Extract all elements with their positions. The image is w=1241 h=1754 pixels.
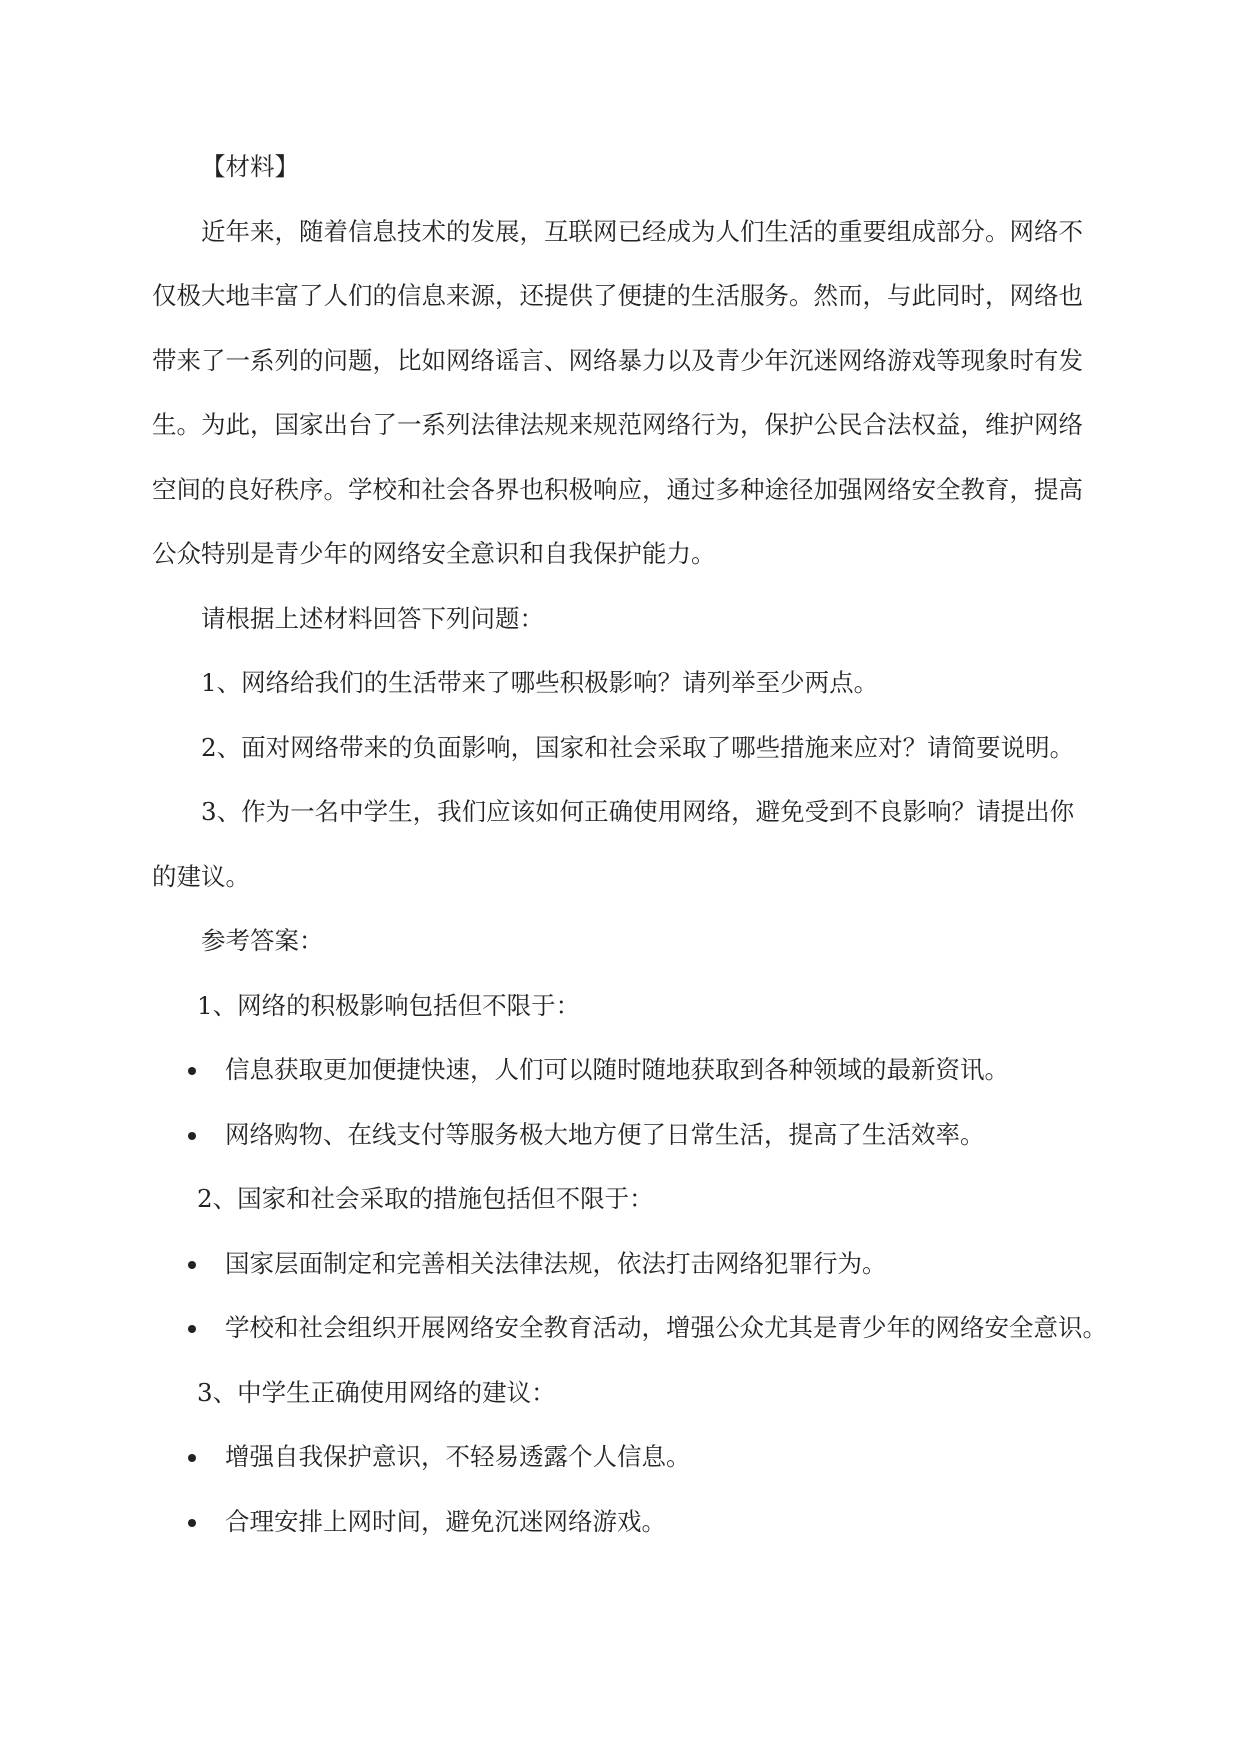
question-3-line-1: 3、作为一名中学生，我们应该如何正确使用网络，避免受到不良影响？请提出你 bbox=[201, 797, 1075, 826]
list-item-text: 合理安排上网时间，避免沉迷网络游戏。 bbox=[225, 1506, 666, 1536]
section-label: 【材料】 bbox=[201, 152, 299, 181]
bullet-icon bbox=[188, 1067, 196, 1075]
answer-1-heading: 1、网络的积极影响包括但不限于： bbox=[197, 990, 581, 1020]
list-item-text: 国家层面制定和完善相关法律法规，依法打击网络犯罪行为。 bbox=[225, 1248, 887, 1278]
material-paragraph bbox=[152, 208, 1090, 579]
bullet-icon bbox=[188, 1454, 196, 1462]
material-line: 生。为此，国家出台了一系列法律法规来规范网络行为，保护公民合法权益，维护网络 bbox=[152, 410, 1083, 439]
answer-2-heading: 2、国家和社会采取的措施包括但不限于： bbox=[197, 1184, 654, 1213]
answer-3-heading: 3、中学生正确使用网络的建议： bbox=[197, 1377, 556, 1407]
question-2: 2、面对网络带来的负面影响，国家和社会采取了哪些措施来应对？请简要说明。 bbox=[201, 732, 1075, 762]
list-item bbox=[152, 1433, 1090, 1482]
list-item-text: 信息获取更加便捷快速，人们可以随时随地获取到各种领域的最新资讯。 bbox=[225, 1055, 1009, 1084]
question-1: 1、网络给我们的生活带来了哪些积极影响？请列举至少两点。 bbox=[201, 668, 879, 697]
material-line: 公众特别是青少年的网络安全意识和自我保护能力。 bbox=[152, 539, 716, 568]
bullet-icon bbox=[188, 1261, 196, 1269]
bullet-icon bbox=[188, 1325, 196, 1333]
list-item bbox=[152, 1111, 1090, 1160]
question-3-line-2: 的建议。 bbox=[152, 861, 250, 891]
list-item bbox=[152, 1304, 1107, 1353]
list-item-text: 网络购物、在线支付等服务极大地方便了日常生活，提高了生活效率。 bbox=[225, 1119, 985, 1149]
document-body bbox=[152, 143, 1107, 1546]
question-intro: 请根据上述材料回答下列问题： bbox=[201, 603, 544, 633]
list-item bbox=[152, 1498, 1090, 1547]
material-line: 近年来，随着信息技术的发展，互联网已经成为人们生活的重要组成部分。网络不 bbox=[201, 216, 1083, 246]
material-line: 空间的良好秩序。学校和社会各界也积极响应，通过多种途径加强网络安全教育，提高 bbox=[152, 474, 1083, 504]
answer-label: 参考答案： bbox=[201, 926, 324, 955]
bullet-icon bbox=[188, 1132, 196, 1140]
material-line: 仅极大地丰富了人们的信息来源，还提供了便捷的生活服务。然而，与此同时，网络也 bbox=[152, 281, 1083, 310]
list-item bbox=[152, 1240, 1090, 1289]
list-item bbox=[152, 1046, 1090, 1095]
list-item-text: 增强自我保护意识，不轻易透露个人信息。 bbox=[225, 1442, 691, 1471]
list-item-text: 学校和社会组织开展网络安全教育活动，增强公众尤其是青少年的网络安全意识。 bbox=[225, 1313, 1107, 1342]
material-line: 带来了一系列的问题，比如网络谣言、网络暴力以及青少年沉迷网络游戏等现象时有发 bbox=[152, 345, 1083, 375]
bullet-icon bbox=[188, 1519, 196, 1527]
